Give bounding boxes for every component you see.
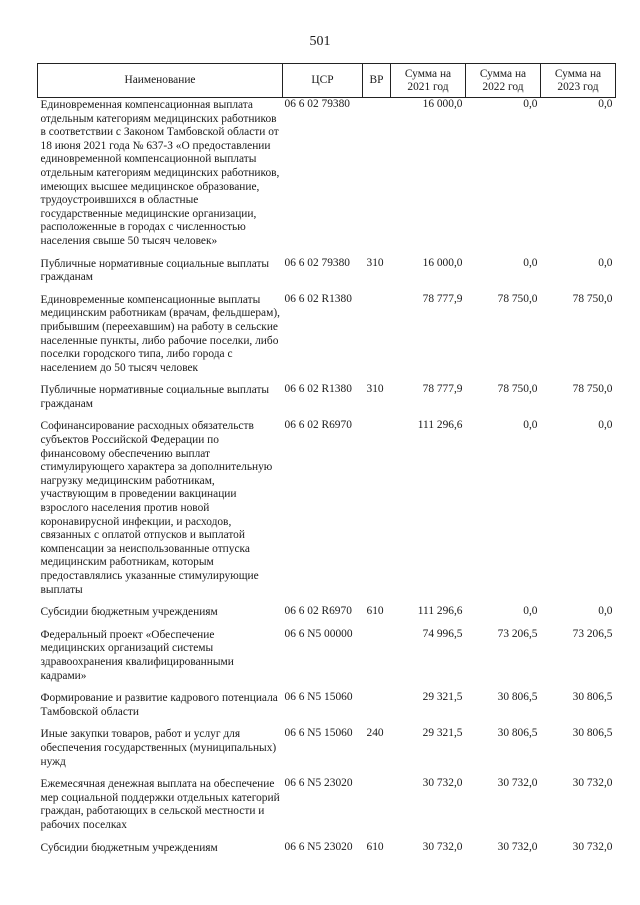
table-row [38,628,616,691]
cell-sum-2023: 78 750,0 [572,292,613,305]
cell-name: Субсидии бюджетным учреждениям [40,606,218,619]
cell-sum-2023: 30 806,5 [572,691,613,704]
cell-vr [363,628,391,691]
cell-sum-2023: 0,0 [598,419,613,432]
cell-csr: 06 6 02 R6970 [284,605,352,618]
cell-sum-2022: 78 750,0 [497,292,538,305]
cell-name: Федеральный проект «Обеспечение медицинских организаций системы здравоохранения квалифицированными кадрами» [40,628,234,682]
cell-csr: 06 6 02 R6970 [284,419,352,432]
header-name: Наименование [38,64,283,98]
cell-sum-2023: 30 806,5 [572,727,613,740]
cell-csr: 06 6 N5 15060 [284,691,353,704]
header-vr: ВР [363,64,391,98]
cell-sum-2022: 30 732,0 [497,840,538,853]
cell-sum-2022: 0,0 [523,605,538,618]
table-row [38,691,616,727]
table-row [38,257,616,293]
cell-sum-2021: 111 296,6 [417,605,463,618]
cell-sum-2022: 73 206,5 [497,627,538,640]
cell-name: Иные закупки товаров, работ и услуг для обеспечения государственных (муниципальных) нужд [40,728,277,768]
cell-sum-2023: 0,0 [598,605,613,618]
cell-name: Единовременные компенсационные выплаты медицинским работникам (врачам, фельдшерам), прибывшим (переехавшим) на работу в сельские населенные пункты, либо рабочие поселки, либо поселки городского типа, либо города с населением до 50 тысяч человек [40,293,280,374]
cell-name: Субсидии бюджетным учреждениям [40,841,218,854]
cell-vr: 240 [366,727,384,740]
cell-sum-2021: 30 732,0 [422,777,463,790]
cell-vr [363,777,391,840]
table-row [38,605,616,628]
budget-table [37,63,616,863]
table-row [38,777,616,840]
cell-sum-2021: 29 321,5 [422,727,463,740]
cell-name: Ежемесячная денежная выплата на обеспечение мер социальной поддержки отдельных категорий граждан, работающих в сельской местности и рабочих поселках [40,778,280,831]
cell-vr: 610 [366,605,384,618]
cell-csr: 06 6 02 79380 [284,256,350,269]
table-row [38,383,616,419]
cell-sum-2022: 0,0 [523,98,538,110]
header-sum-2023: Сумма на 2023 год [541,64,616,98]
cell-csr: 06 6 N5 00000 [284,627,353,640]
cell-vr [363,98,391,257]
cell-vr [363,691,391,727]
cell-vr: 310 [366,256,384,269]
cell-sum-2023: 78 750,0 [572,383,613,396]
cell-csr: 06 6 N5 23020 [284,840,353,853]
cell-sum-2022: 30 806,5 [497,691,538,704]
cell-sum-2021: 16 000,0 [422,256,463,269]
cell-sum-2021: 111 296,6 [417,419,463,432]
cell-sum-2022: 30 806,5 [497,727,538,740]
table-row [38,419,616,605]
cell-sum-2022: 0,0 [523,256,538,269]
page-number: 501 [309,34,331,49]
cell-name: Софинансирование расходных обязательств субъектов Российской Федерации по финансовому обеспечению выплат стимулирующего характера за дополнительную нагрузку медицинским работникам, участвующим в проведении вакцинации взрослого населения против новой коронавирусной инфекции, и расходов, связанных с оплатой отпусков и выплатой компенсации за неиспользованные отпуска медицинским работникам, которым предоставлялись указанные стимулирующие выплаты [40,420,273,596]
cell-csr: 06 6 02 79380 [284,98,350,110]
cell-sum-2022: 30 732,0 [497,777,538,790]
cell-sum-2021: 74 996,5 [422,627,463,640]
cell-sum-2021: 78 777,9 [422,383,463,396]
cell-csr: 06 6 N5 23020 [284,777,353,790]
table-header [38,64,616,98]
cell-sum-2022: 0,0 [523,419,538,432]
cell-csr: 06 6 02 R1380 [284,383,352,396]
header-csr: ЦСР [283,64,363,98]
cell-sum-2023: 73 206,5 [572,627,613,640]
cell-vr [363,293,391,384]
cell-name: Единовременная компенсационная выплата отдельным категориям медицинских работников в соответствии с Законом Тамбовской области от 18 июня 2021 года № 637-З «О предоставлении единовременной компенсационной выплаты отдельным категориям медицинских работников, имеющих высшее медицинское образование, трудоустроившихся в областные государственные медицинские организации, расположенные в городах с численностью населения свыше 50 тысяч человек» [40,99,280,247]
table-row [38,98,616,257]
cell-sum-2021: 30 732,0 [422,840,463,853]
cell-sum-2023: 0,0 [598,256,613,269]
table-row [38,727,616,777]
cell-name: Формирование и развитие кадрового потенциала Тамбовской области [40,692,278,718]
cell-csr: 06 6 02 R1380 [284,292,352,305]
cell-sum-2023: 30 732,0 [572,840,613,853]
cell-sum-2021: 29 321,5 [422,691,463,704]
cell-name: Публичные нормативные социальные выплаты гражданам [40,257,270,284]
cell-sum-2021: 78 777,9 [422,292,463,305]
cell-vr: 310 [366,383,384,396]
table-row [38,293,616,384]
table-body [38,98,616,864]
cell-vr: 610 [366,840,384,853]
cell-sum-2021: 16 000,0 [422,98,463,110]
cell-name: Публичные нормативные социальные выплаты гражданам [40,384,270,410]
cell-sum-2023: 30 732,0 [572,777,613,790]
table-row [38,841,616,864]
cell-vr [363,419,391,605]
header-sum-2022: Сумма на 2022 год [466,64,541,98]
cell-sum-2022: 78 750,0 [497,383,538,396]
header-sum-2021: Сумма на 2021 год [391,64,466,98]
cell-csr: 06 6 N5 15060 [284,727,353,740]
cell-sum-2023: 0,0 [598,98,613,110]
